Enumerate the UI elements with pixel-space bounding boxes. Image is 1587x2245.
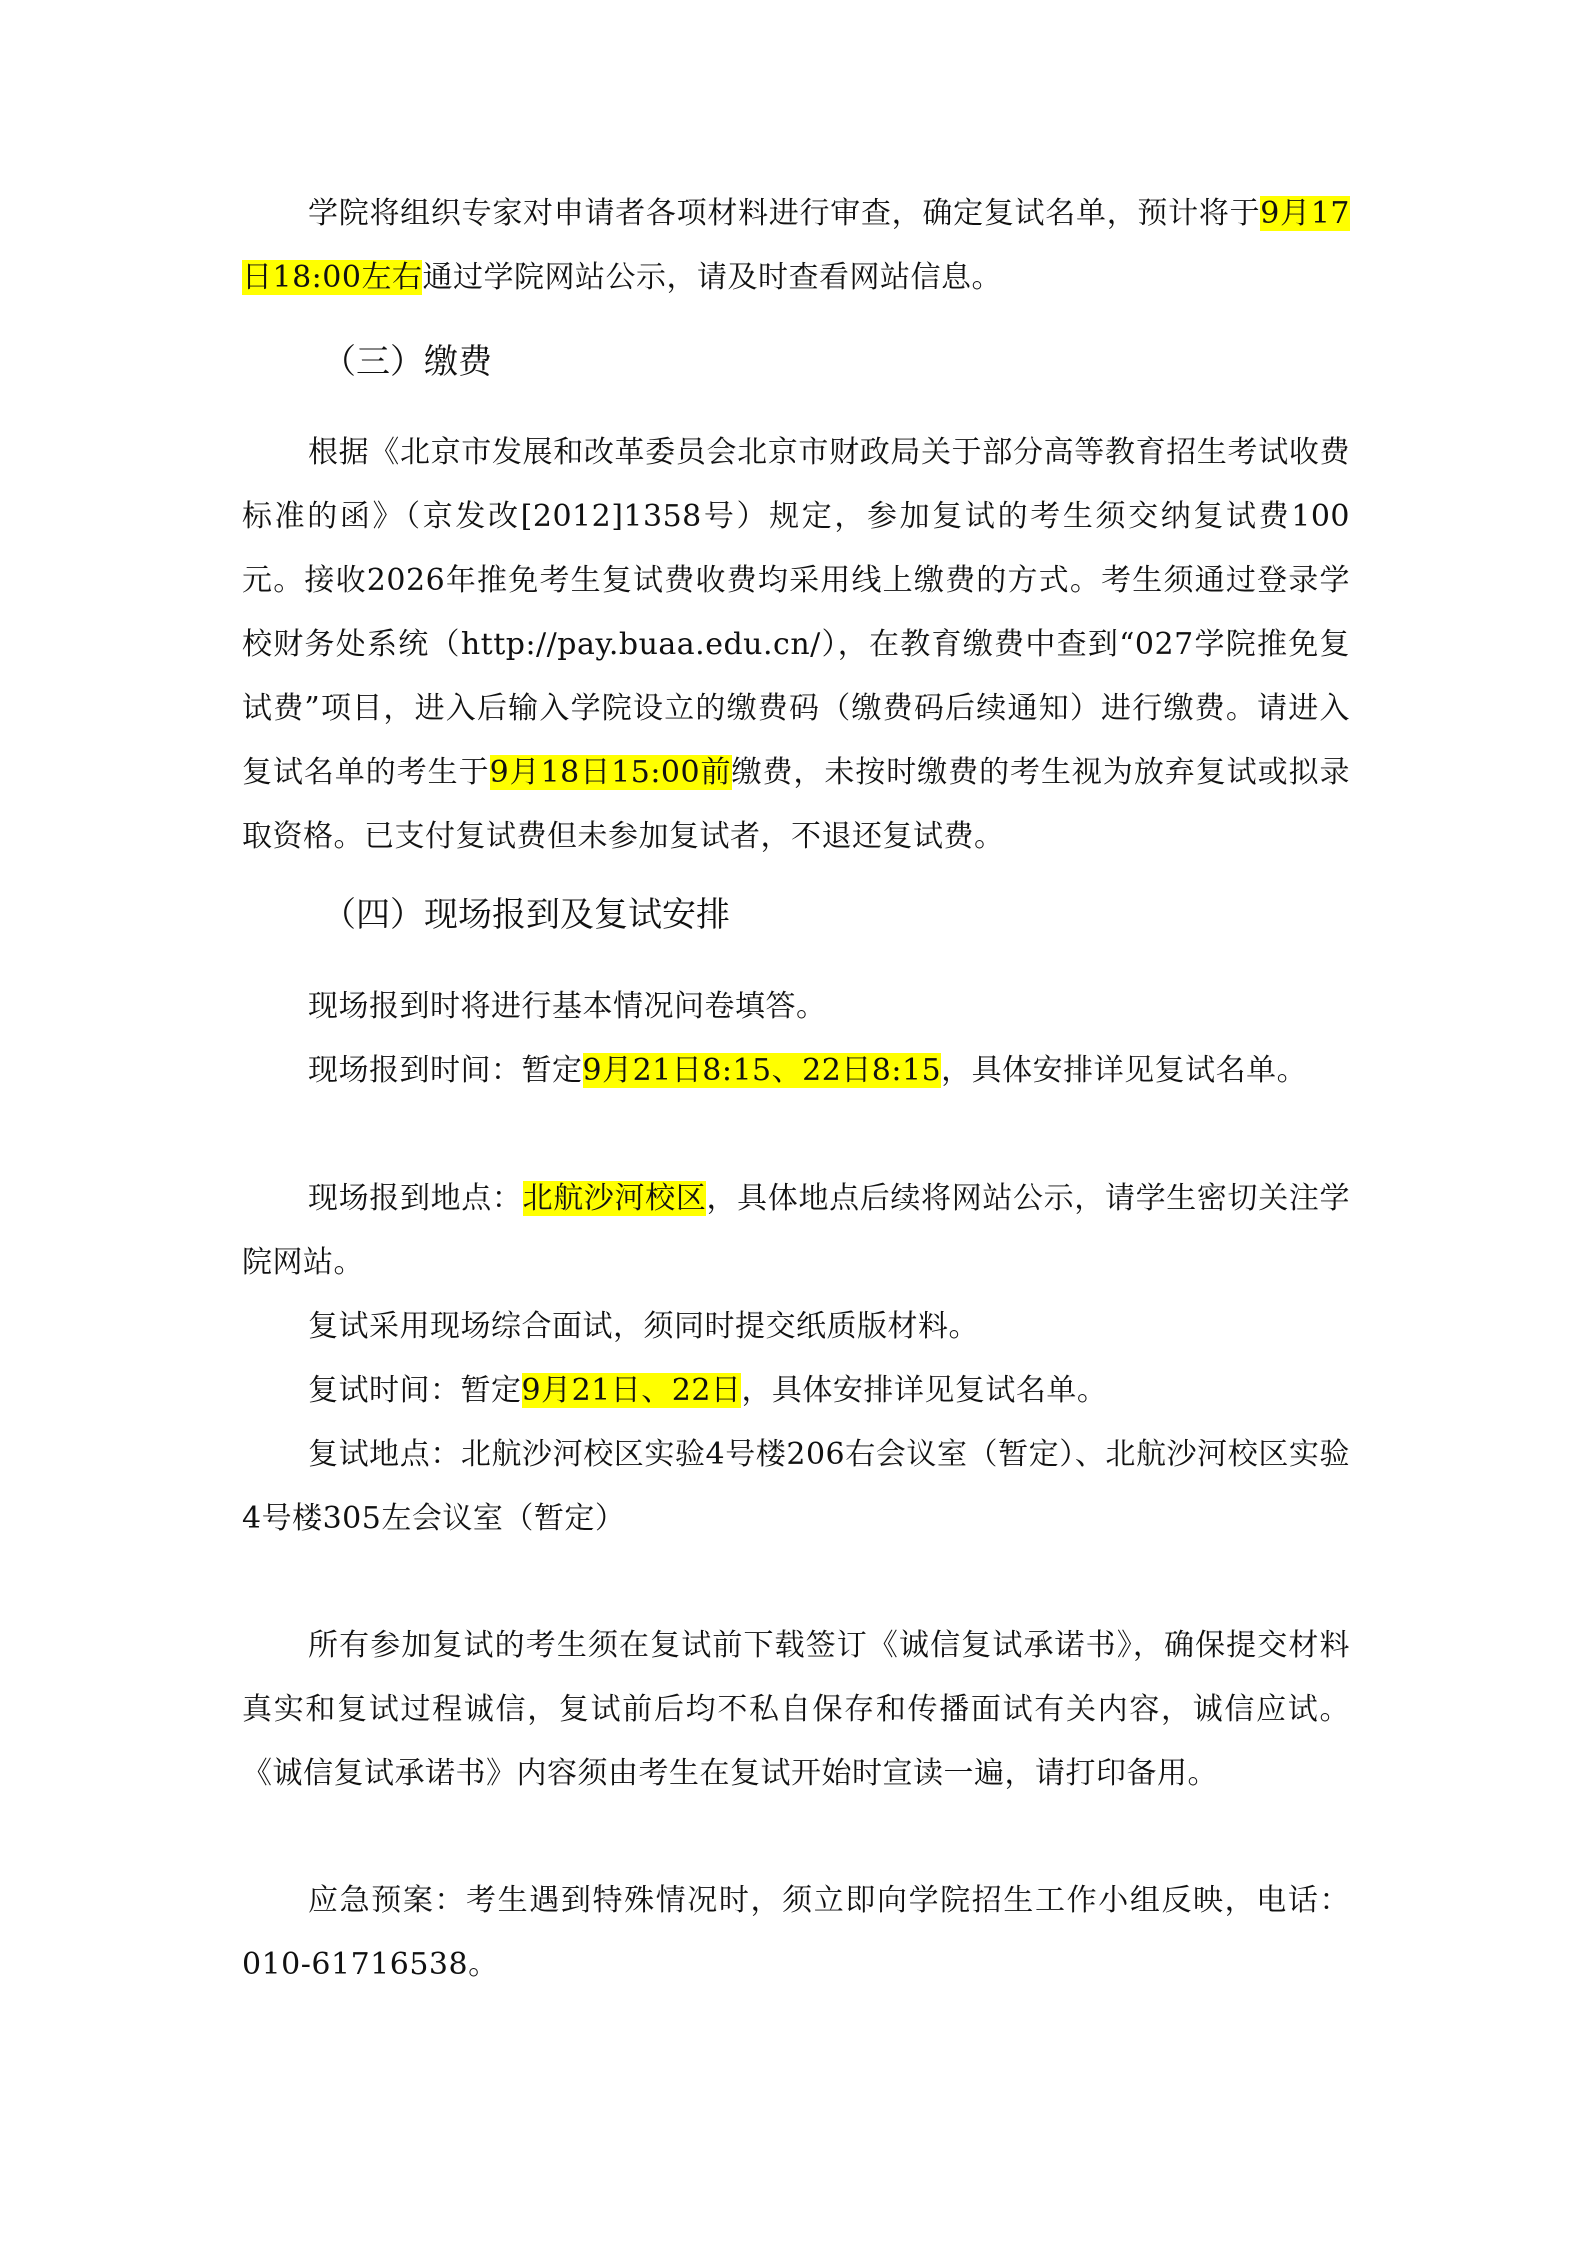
fee-heading: （三）缴费 xyxy=(322,342,492,382)
checkin-place-highlight: 北航沙河校区 xyxy=(522,1181,707,1216)
checkin-time-suffix: ，具体安排详见复试名单。 xyxy=(941,1053,1308,1088)
checkin-place-suffix: ，具体地点后续将网站公示，请学生密切关注学院网站。 xyxy=(242,1181,1351,1280)
checkin-place-paragraph xyxy=(242,1167,1350,1295)
review-text-1: 学院将组织专家对申请者各项材料进行审查，确定复试名单，预计将于 xyxy=(308,196,1261,231)
exam-time-paragraph xyxy=(242,1359,1350,1423)
emergency-paragraph: 应急预案：考生遇到特殊情况时，须立即向学院招生工作小组反映，电话：010-61716538。 xyxy=(242,1883,1350,1982)
onsite-heading: （四）现场报到及复试安排 xyxy=(322,895,730,935)
exam-place-paragraph: 复试地点：北航沙河校区实验4号楼206右会议室（暂定）、北航沙河校区实验4号楼305左会议室（暂定） xyxy=(242,1437,1350,1536)
fee-text-2: 缴费，未按时缴费的考生视为放弃复试或拟录取资格。已支付复试费但未参加复试者，不退还复试费。 xyxy=(242,755,1351,854)
review-text-2: 通过学院网站公示，请及时查看网站信息。 xyxy=(422,260,1002,295)
exam-time-highlight: 9月21日、22日 xyxy=(521,1373,742,1408)
fee-deadline-highlight: 9月18日15:00前 xyxy=(489,755,732,790)
checkin-time-paragraph xyxy=(242,1039,1350,1103)
review-date-highlight: 9月17日18:00左右 xyxy=(242,196,1350,295)
checkin-time-highlight: 9月21日8:15、22日8:15 xyxy=(582,1053,942,1088)
review-paragraph xyxy=(242,182,1350,310)
questionnaire-paragraph: 现场报到时将进行基本情况问卷填答。 xyxy=(308,989,827,1024)
exam-time-suffix: ，具体安排详见复试名单。 xyxy=(741,1373,1108,1408)
fee-text-1: 根据《北京市发展和改革委员会北京市财政局关于部分高等教育招生考试收费标准的函》（京发改[2012]1358号）规定，参加复试的考生须交纳复试费100元。接收2026年推免考生复试费收费均采用线上缴费的方式。考生须通过登录学校财务处系统（http://pay.buaa.edu.cn/），在教育缴费中查到“027学院推免复试费”项目，进入后输入学院设立的缴费码（缴费码后续通知）进行缴费。请进入复试名单的考生于 xyxy=(242,435,1350,790)
fee-paragraph xyxy=(242,421,1350,869)
checkin-time-prefix: 现场报到时间：暂定 xyxy=(308,1053,583,1088)
checkin-place-prefix: 现场报到地点： xyxy=(308,1181,523,1216)
exam-format-paragraph: 复试采用现场综合面试，须同时提交纸质版材料。 xyxy=(308,1309,979,1344)
integrity-paragraph: 所有参加复试的考生须在复试前下载签订《诚信复试承诺书》，确保提交材料真实和复试过程诚信，复试前后均不私自保存和传播面试有关内容，诚信应试。《诚信复试承诺书》内容须由考生在复试开始时宣读一遍，请打印备用。 xyxy=(242,1628,1350,1791)
exam-time-prefix: 复试时间：暂定 xyxy=(308,1373,522,1408)
